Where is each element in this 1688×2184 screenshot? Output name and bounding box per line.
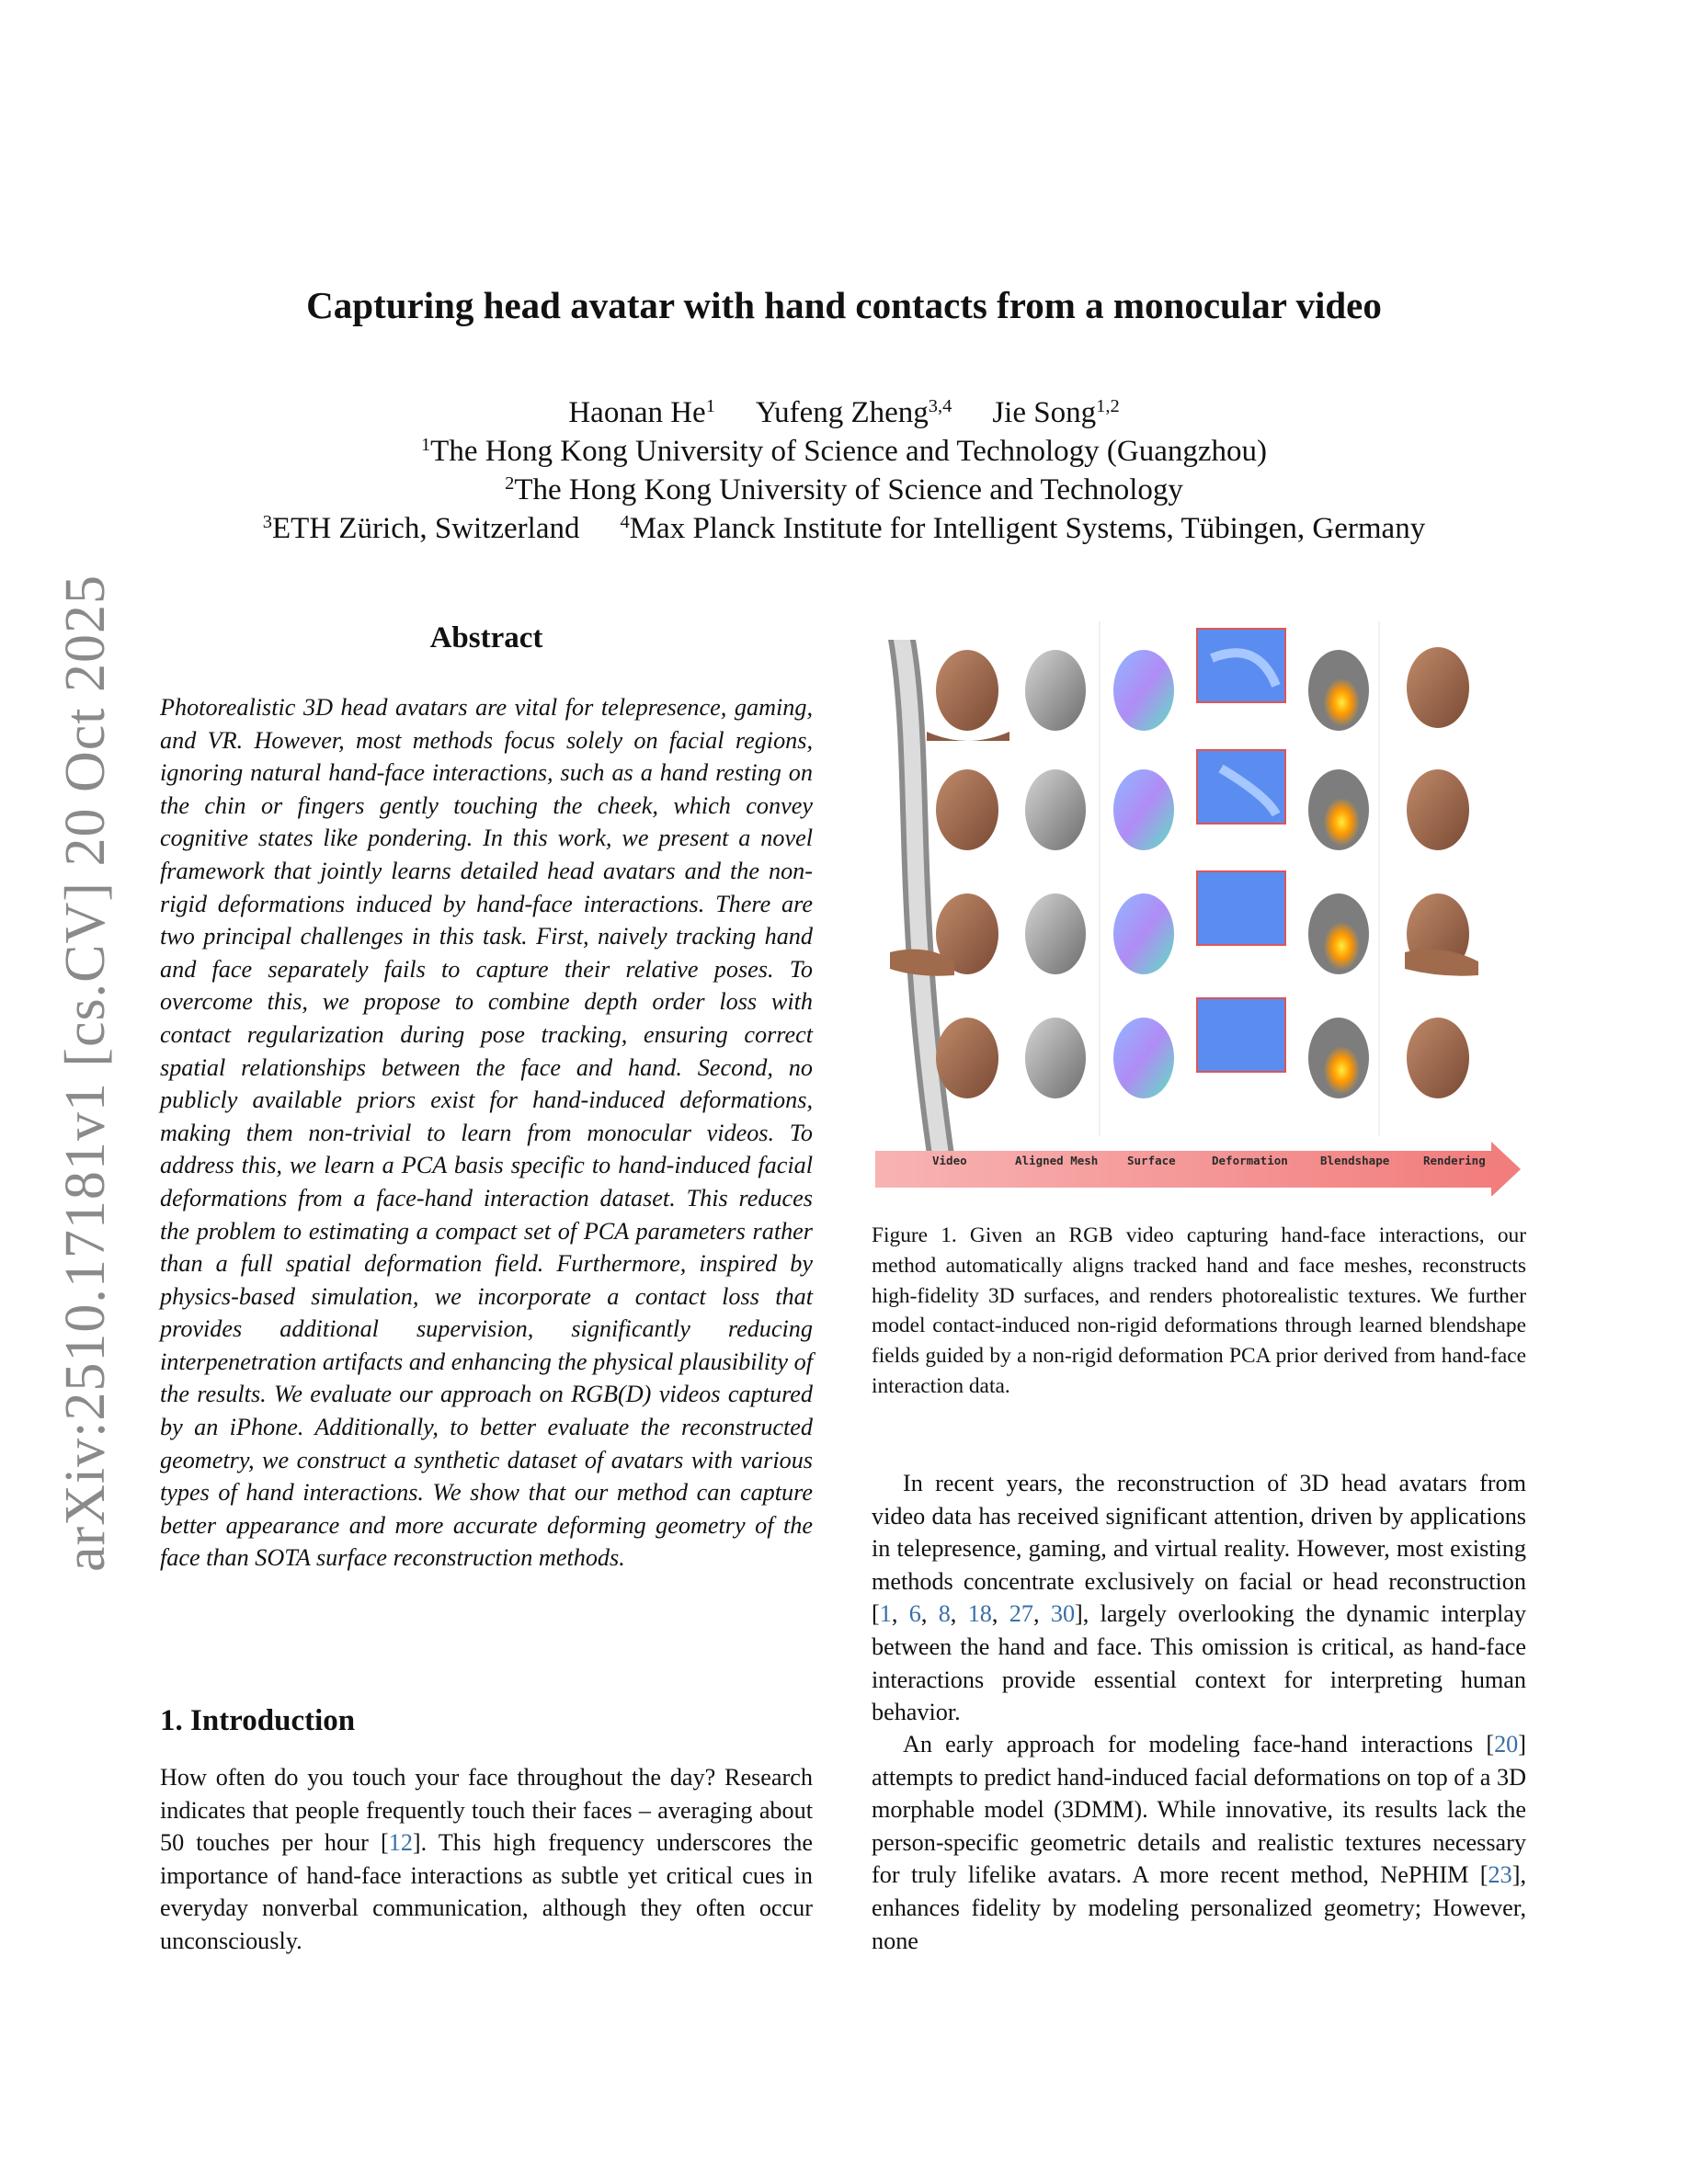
affiliation-line: [0, 509, 1688, 548]
author-name: Haonan He: [568, 396, 706, 429]
author-affil-sup: 3,4: [928, 395, 952, 416]
intro-text: How often do you touch your face throughout the day? Research indicates that people frequently touch their faces – averaging about 50 touches per hour [: [160, 1764, 813, 1857]
intro-text: An early approach for modeling face-hand interactions [: [903, 1731, 1495, 1757]
affiliation-line: [0, 432, 1688, 471]
affiliation-line: [0, 471, 1688, 509]
stage-label-blendshape: Blendshape: [1320, 1154, 1390, 1167]
citation-link[interactable]: 30: [1050, 1600, 1076, 1628]
intro-paragraph: [872, 1728, 1526, 1957]
affiliation-text: Max Planck Institute for Intelligent Systems, Tübingen, Germany: [629, 512, 1426, 545]
intro-text: ], enhances fidelity by modeling personalized geometry; However, none: [872, 1861, 1526, 1954]
figure-1-caption: Figure 1. Given an RGB video capturing hand-face interactions, our method automatically aligns tracked hand and face meshes, reconstructs high-fidelity 3D surfaces, and renders photorealistic textures. We further model contact-induced non-rigid deformations through learned blendshape fields guided by a non-rigid deformation PCA prior derived from hand-face interaction data.: [872, 1223, 1526, 1398]
citation-link[interactable]: 18: [967, 1600, 992, 1628]
intro-text: In recent years, the reconstruction of 3D head avatars from video data has received significant attention, driven by applications in telepresence, gaming, and virtual reality. However, most existing methods concentrate exclusively on facial or head reconstruction [: [872, 1470, 1526, 1628]
citation-link[interactable]: 8: [938, 1600, 951, 1628]
intro-text: ] attempts to predict hand-induced facial deformations on top of a 3D morphable model (3DMM). While innovative, its results lack the person-specific geometric details and realistic textures necessary for truly lifelike avatars. A more recent method, NePHIM [: [872, 1731, 1526, 1889]
affiliation-text: ETH Zürich, Switzerland: [272, 512, 580, 545]
pipeline-arrow: [875, 1142, 1521, 1196]
intro-text: ], largely overlooking the dynamic interplay between the hand and face. This omission is critical, as hand-face interactions provide essential context for interpreting human behavior.: [872, 1600, 1527, 1726]
stage-label-video: Video: [932, 1154, 967, 1167]
figure-1: [872, 621, 1526, 1196]
author-list: [0, 393, 1688, 432]
citation-link[interactable]: 27: [1009, 1600, 1033, 1628]
row-3: [890, 871, 1478, 976]
stage-label-rendering: Rendering: [1423, 1154, 1486, 1167]
stage-label-deformation: Deformation: [1212, 1154, 1288, 1167]
citation-link[interactable]: 12: [388, 1829, 413, 1857]
intro-text: ]. This high frequency underscores the importance of hand-face interactions as subtle yet critical cues in everyday nonverbal communication, although they often occur unconsciously.: [160, 1829, 814, 1954]
citation-link[interactable]: 6: [908, 1600, 921, 1628]
affil-sup: 2: [505, 472, 515, 494]
stage-label-surface: Surface: [1127, 1154, 1176, 1167]
citation-link[interactable]: 20: [1494, 1731, 1519, 1757]
row-1: [927, 629, 1469, 741]
affil-sup: 1: [420, 434, 431, 455]
affil-sup: 4: [620, 511, 630, 532]
author-affil-sup: 1: [705, 395, 715, 416]
row-4: [936, 998, 1469, 1098]
abstract-text: Photorealistic 3D head avatars are vital for telepresence, gaming, and VR. However, most methods focus solely on facial regions, ignoring natural hand-face interactions, such as a hand resting on the chin or fingers gently touching the cheek, which convey cognitive states like pondering. In this work, we present a novel framework that jointly learns detailed head avatars and the non-rigid deformations induced by hand-face interactions. There are two principal challenges in this task. First, naively tracking hand and face separately fails to capture their relative poses. To overcome this, we propose to combine depth order loss with contact regularization during pose tracking, ensuring correct spatial relationships between the face and hand. Second, no publicly available priors exist for hand-induced deformations, making them non-trivial to learn from monocular videos. To address this, we learn a PCA basis specific to hand-induced facial deformations from a face-hand interaction dataset. This reduces the problem to estimating a compact set of PCA parameters rather than a full spatial deformation field. Furthermore, inspired by physics-based simulation, we incorporate a contact loss that provides additional supervision, significantly reducing interpenetration artifacts and enhancing the physical plausibility of the results. We evaluate our approach on RGB(D) videos captured by an iPhone. Additionally, to better evaluate the reconstructed geometry, we construct a synthetic dataset of avatars with various types of hand interactions. We show that our method can capture better appearance and more accurate deforming geometry of the face than SOTA surface reconstruction methods.: [160, 694, 813, 1572]
author-name: Yufeng Zheng: [755, 396, 929, 429]
abstract-heading: Abstract: [429, 621, 543, 654]
section-heading-introduction: 1. Introduction: [160, 1704, 356, 1737]
affiliation-text: The Hong Kong University of Science and Technology (Guangzhou): [430, 435, 1268, 468]
affiliation-text: The Hong Kong University of Science and Technology: [514, 473, 1183, 506]
row-2: [936, 750, 1469, 850]
stage-label-aligned-mesh: Aligned Mesh: [1015, 1154, 1099, 1167]
author-name: Jie Song: [992, 396, 1097, 429]
citation-link[interactable]: 1: [879, 1600, 892, 1628]
figure-1-illustration: [872, 621, 1526, 1196]
intro-paragraph: [160, 1761, 813, 1958]
paper-title: Capturing head avatar with hand contacts from a monocular video: [306, 284, 1382, 326]
intro-paragraph: In recent years, the reconstruction of 3D head avatars from video data has received significant attention, driven by applications in telepresence, gaming, and virtual reality. However, most existing methods concentrate exclusively on facial or head reconstruction [1, 6, 8, 18, 27, 30], largely overlooking the dynamic interplay between the hand and face. This omission is critical, as hand-face interactions provide essential context for interpreting human behavior.: [872, 1470, 1527, 1726]
citation-link[interactable]: 23: [1488, 1861, 1512, 1889]
author-affil-sup: 1,2: [1096, 395, 1120, 416]
arxiv-stamp: arXiv:2510.17181v1 [cs.CV] 20 Oct 2025: [54, 574, 117, 1572]
affil-sup: 3: [262, 511, 272, 532]
